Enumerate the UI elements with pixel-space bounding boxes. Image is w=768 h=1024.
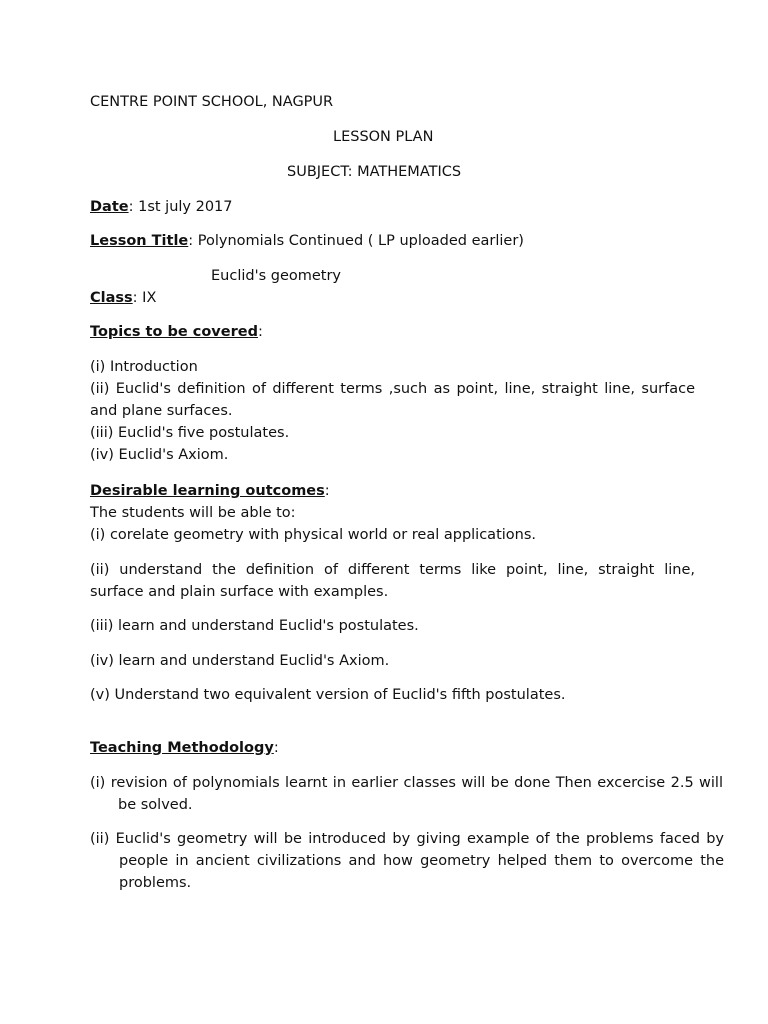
date-value: : 1st july 2017 <box>128 199 233 215</box>
doc-title: LESSON PLAN <box>333 129 434 145</box>
lesson-title-value: : Polynomials Continued ( LP uploaded earlier) <box>188 233 524 249</box>
outcomes-intro: The students will be able to: <box>90 505 296 521</box>
class-row <box>90 287 156 309</box>
subject-line: SUBJECT: MATHEMATICS <box>287 164 462 180</box>
list-item: (iii) Euclid's five postulates. <box>90 425 290 441</box>
lesson-title-line2: Euclid's geometry <box>211 268 342 284</box>
class-value: : IX <box>132 290 157 306</box>
outcomes-heading-label: Desirable learning outcomes <box>90 483 325 499</box>
lesson-title-label: Lesson Title <box>90 233 189 249</box>
outcomes-heading-colon: : <box>324 483 330 499</box>
methodology-heading-label: Teaching Methodology <box>90 740 274 756</box>
topics-heading-label: Topics to be covered <box>90 324 258 340</box>
list-item: (iv) Euclid's Axiom. <box>90 447 229 463</box>
school-name: CENTRE POINT SCHOOL, NAGPUR <box>90 94 334 110</box>
outcomes-heading <box>90 480 330 502</box>
list-item: (i) revision of polynomials learnt in earlier classes will be done Then excercise 2.5 will be solved. <box>90 775 723 813</box>
methodology-heading <box>90 737 279 759</box>
class-label: Class <box>90 290 133 306</box>
list-item: (ii) Euclid's definition of different terms ,such as point, line, straight line, surface and plane surfaces. <box>90 381 695 419</box>
topics-list <box>90 356 695 466</box>
topics-heading-colon: : <box>257 324 263 340</box>
list-item: (i) corelate geometry with physical world or real applications. <box>90 527 537 543</box>
methodology-heading-colon: : <box>273 740 279 756</box>
list-item: (v) Understand two equivalent version of Euclid's fifth postulates. <box>90 687 566 703</box>
lesson-title-row <box>90 230 524 252</box>
list-item: (iv) learn and understand Euclid's Axiom. <box>90 653 390 669</box>
topics-heading <box>90 321 263 343</box>
list-item: (ii) Euclid's geometry will be introduced by giving example of the problems faced by people in ancient civilizations and how geometry helped them to overcome the problems. <box>90 831 724 891</box>
list-item: (i) Introduction <box>90 359 198 375</box>
date-row <box>90 196 233 218</box>
list-item: (iii) learn and understand Euclid's postulates. <box>90 618 419 634</box>
date-label: Date <box>90 199 129 215</box>
list-item: (ii) understand the definition of different terms like point, line, straight line, surface and plain surface with examples. <box>90 562 695 600</box>
